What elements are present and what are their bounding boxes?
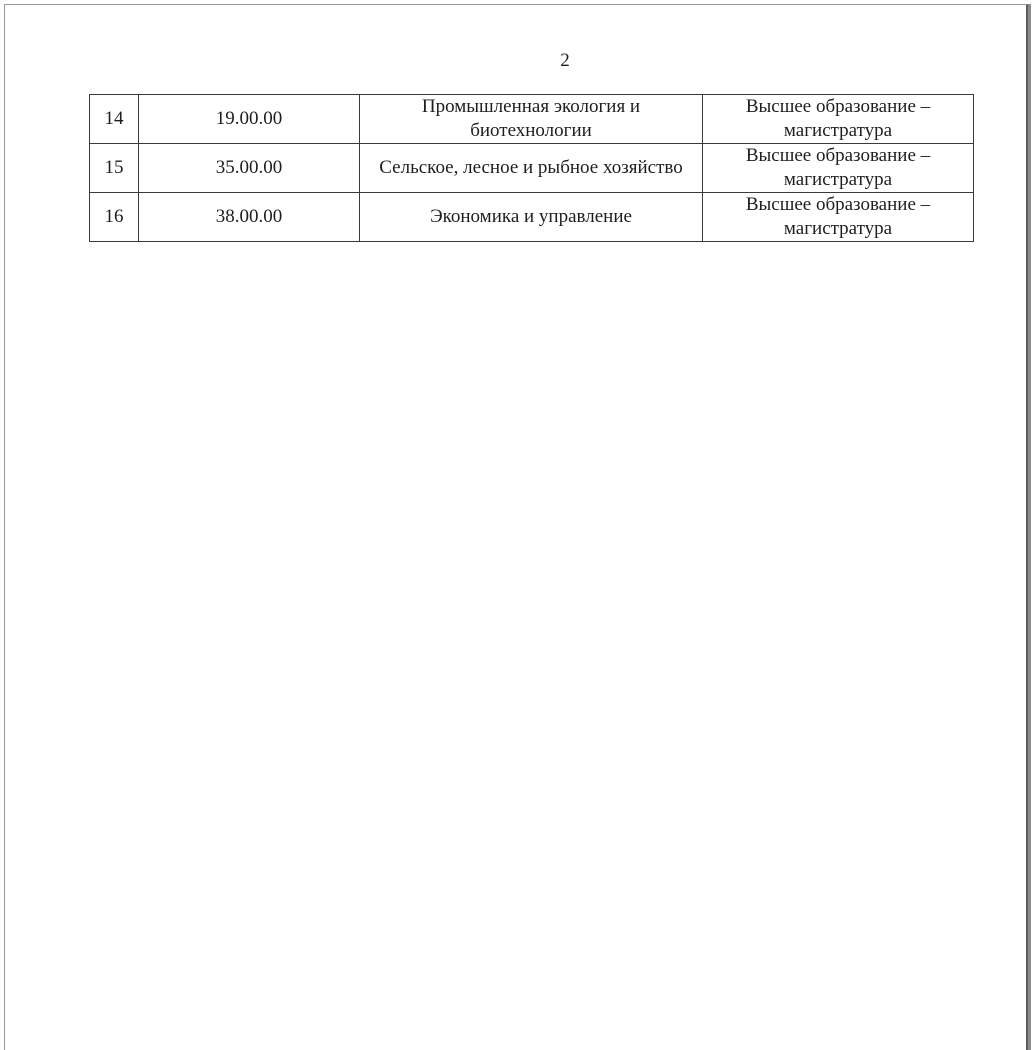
specialties-table [89, 94, 974, 242]
row-number-cell: 14 [90, 95, 139, 144]
page-number: 2 [560, 50, 570, 71]
row-number-cell: 15 [90, 144, 139, 193]
specialty-name-cell: Экономика и управление [360, 193, 703, 242]
education-level-cell: Высшее образование – магистратура [703, 95, 974, 144]
specialty-name-cell: Сельское, лесное и рыбное хозяйство [360, 144, 703, 193]
specialty-name-cell: Промышленная экология и биотехнологии [360, 95, 703, 144]
row-number-cell: 16 [90, 193, 139, 242]
code-cell: 19.00.00 [139, 95, 360, 144]
table-row [90, 193, 974, 242]
code-cell: 35.00.00 [139, 144, 360, 193]
document-page [4, 4, 1028, 1050]
education-level-cell: Высшее образование – магистратура [703, 193, 974, 242]
table-row [90, 144, 974, 193]
code-cell: 38.00.00 [139, 193, 360, 242]
table-row [90, 95, 974, 144]
education-level-cell: Высшее образование – магистратура [703, 144, 974, 193]
